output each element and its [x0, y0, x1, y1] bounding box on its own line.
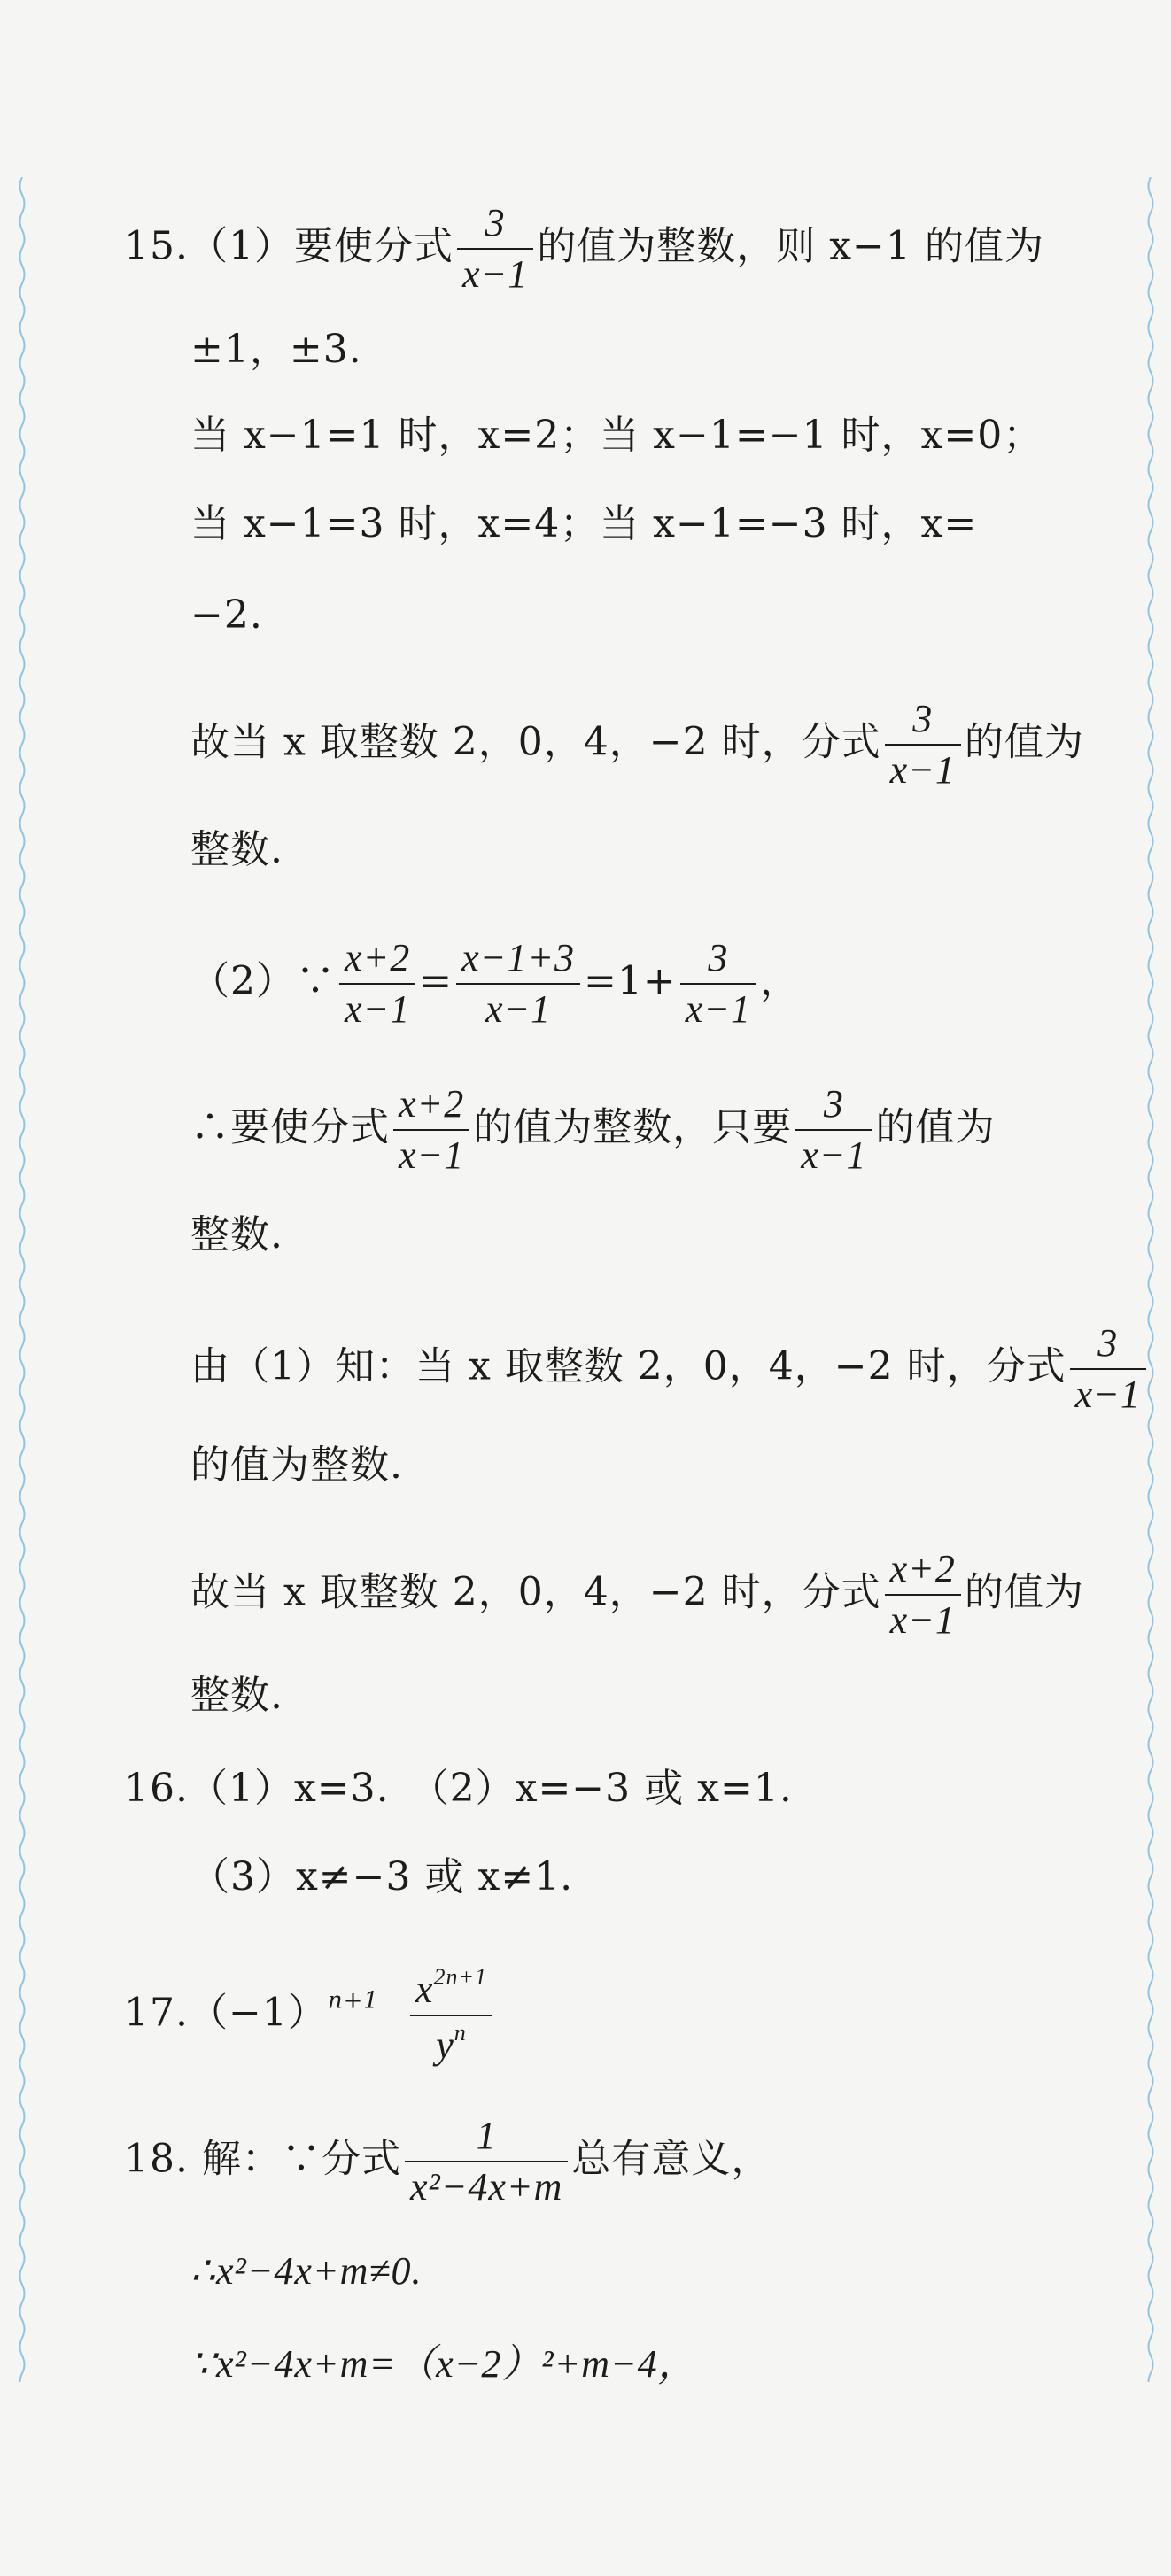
p16-line-1: 16.（1）x=3. （2）x=−3 或 x=1.	[124, 1766, 793, 1811]
denominator: x−1	[393, 1129, 469, 1175]
p15-text: 15.（1）要使分式	[124, 223, 454, 269]
numerator: x+2	[399, 1082, 465, 1126]
exponent: n	[454, 2020, 467, 2046]
p15-line-1	[124, 201, 1044, 296]
denominator: x−1	[1070, 1368, 1146, 1414]
p18-line-2: ∴x²−4x+m≠0.	[190, 2249, 423, 2293]
equals: =	[419, 958, 454, 1004]
denominator: x−1	[680, 983, 756, 1029]
p15-line-7: 整数.	[190, 827, 283, 872]
denominator: x−1	[339, 983, 415, 1029]
p15-line-8	[190, 936, 800, 1031]
p15-text: ，	[760, 958, 800, 1004]
left-wavy-border	[16, 177, 28, 2382]
p15-text: （2）∵	[190, 958, 336, 1004]
fraction	[410, 1966, 492, 2065]
p15-text: ∴要使分式	[190, 1104, 390, 1150]
right-wavy-border	[1144, 177, 1157, 2382]
numerator: 3	[708, 936, 729, 979]
p16-line-2: （3）x≠−3 或 x≠1.	[190, 1854, 574, 1899]
p15-text: 的值为整数，则 x−1 的值为	[537, 223, 1044, 269]
p15-line-4: 当 x−1=3 时，x=4；当 x−1=−3 时，x=	[190, 501, 978, 546]
denominator: x²−4x+m	[405, 2161, 568, 2207]
p15-line-2: ±1，±3.	[190, 327, 362, 372]
numerator: 3	[823, 1082, 844, 1126]
fraction	[405, 2116, 568, 2207]
p15-text: 故当 x 取整数 2，0，4，−2 时，分式	[190, 1569, 881, 1615]
p15-line-10: 整数.	[190, 1212, 283, 1257]
wavy-line	[20, 177, 25, 2382]
p17-line-1	[124, 1966, 496, 2065]
p15-line-6	[190, 697, 1084, 792]
numerator: 3	[485, 201, 506, 244]
p15-text: 的值为整数，只要	[473, 1104, 793, 1150]
denominator: x−1	[795, 1129, 872, 1175]
denominator-base: y	[436, 2023, 454, 2067]
exponent: n+1	[327, 1987, 379, 2015]
fraction	[393, 1082, 469, 1177]
denominator: x−1	[885, 1594, 961, 1640]
fraction	[885, 1547, 961, 1642]
fraction	[680, 936, 756, 1031]
denominator: x−1	[885, 744, 961, 790]
p18-text: 18. 解：∵分式	[124, 2136, 401, 2182]
p15-line-13	[190, 1547, 1084, 1642]
p15-text: 由（1）知：当 x 取整数 2，0，4，−2 时，分式	[190, 1343, 1066, 1389]
numerator: x−1+3	[461, 936, 576, 979]
fraction	[339, 936, 415, 1031]
numerator: 3	[1097, 1321, 1119, 1365]
numerator: x+2	[345, 936, 411, 979]
p15-text: 的值为	[964, 1569, 1084, 1615]
fraction	[456, 936, 580, 1031]
p15-text: 的值为	[875, 1104, 996, 1150]
p15-line-3: 当 x−1=1 时，x=2；当 x−1=−1 时，x=0；	[190, 413, 1043, 458]
fraction	[457, 201, 533, 296]
p15-line-11	[190, 1321, 1150, 1416]
denominator: x−1	[457, 248, 533, 294]
fraction	[1070, 1321, 1146, 1416]
numerator	[410, 1966, 492, 2015]
numerator-base: x	[415, 1968, 434, 2011]
p15-line-9	[190, 1082, 996, 1177]
numerator: 3	[912, 697, 934, 740]
p17-text: 17.（−1）	[124, 1990, 328, 2036]
equals: =1+	[584, 958, 677, 1004]
numerator: x+2	[889, 1547, 956, 1590]
numerator: 1	[476, 2114, 497, 2157]
denominator: x−1	[456, 983, 580, 1029]
fraction	[795, 1082, 872, 1177]
p15-line-14: 整数.	[190, 1673, 283, 1718]
p18-line-3: ∵x²−4x+m=（x−2）²+m−4，	[190, 2342, 698, 2386]
p15-line-5: −2.	[190, 592, 263, 638]
denominator	[410, 2015, 492, 2065]
p15-text: 故当 x 取整数 2，0，4，−2 时，分式	[190, 719, 881, 765]
p18-text: 总有意义，	[571, 2136, 772, 2182]
wavy-line	[1149, 177, 1153, 2382]
p18-line-1	[124, 2116, 771, 2207]
fraction	[885, 697, 961, 792]
p15-text: 的值为	[964, 719, 1084, 765]
p15-line-12: 的值为整数.	[190, 1443, 403, 1488]
exponent: 2n+1	[433, 1964, 487, 1990]
